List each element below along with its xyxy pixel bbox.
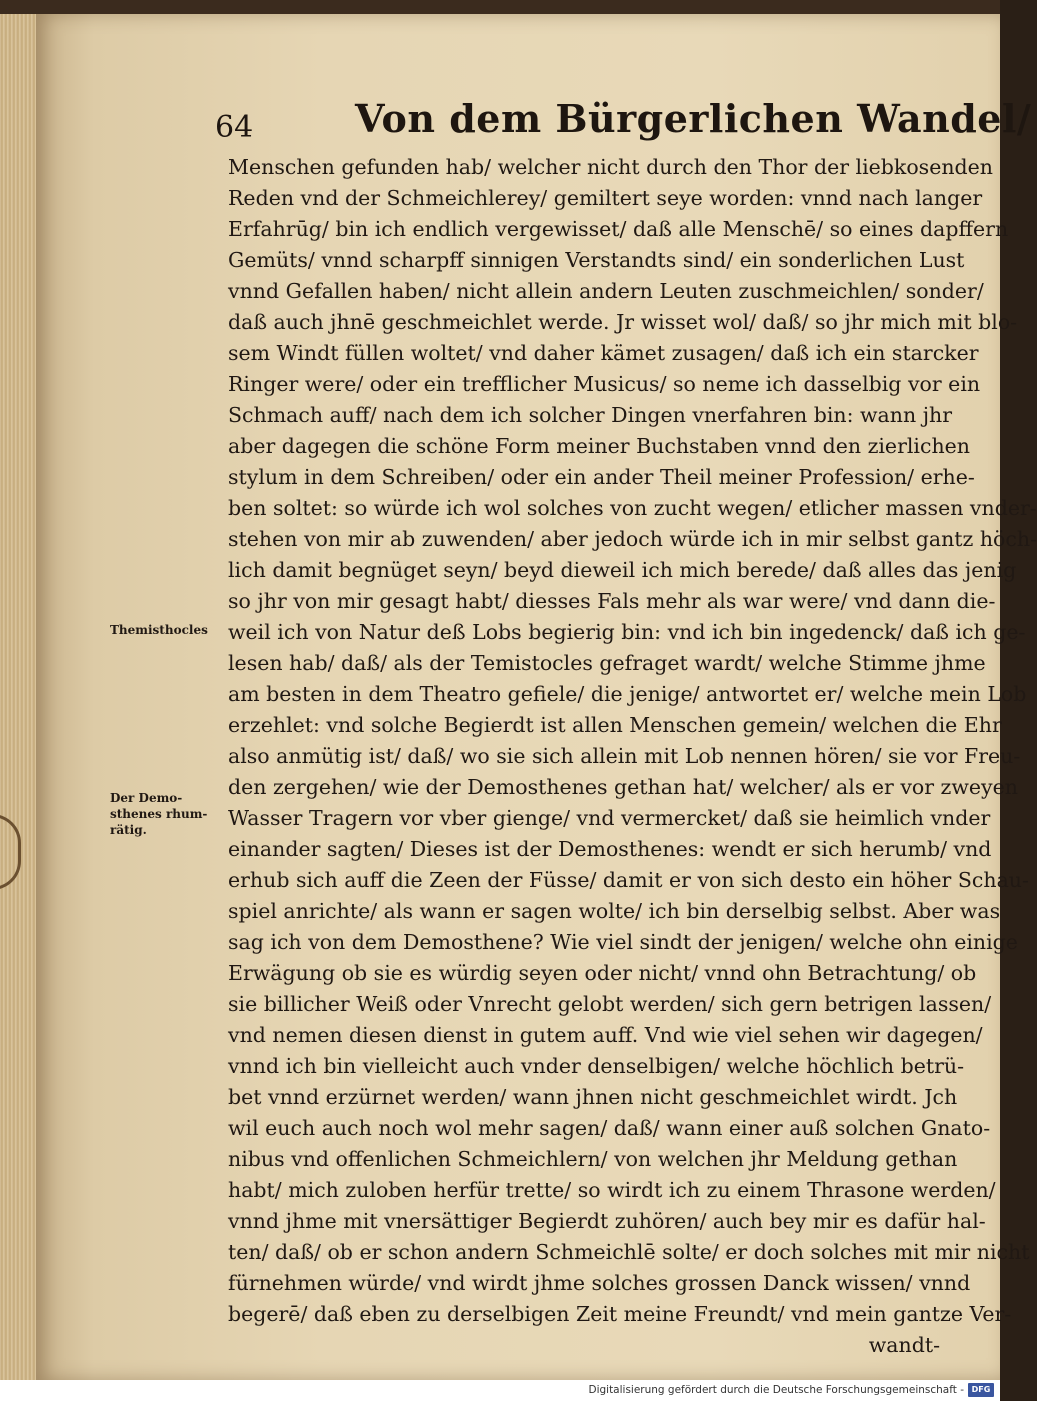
- footer-bar: [0, 1380, 1000, 1401]
- text-line: so jhr von mir gesagt habt/ diesses Fals mehr als war were/ vnd dann die-: [228, 589, 996, 613]
- text-line: bet vnnd erzürnet werden/ wann jhnen nicht geschmeichlet wirdt. Jch: [228, 1085, 958, 1109]
- text-line: wil euch auch noch wol mehr sagen/ daß/ wann einer auß solchen Gnato-: [228, 1116, 991, 1140]
- text-line: sie billicher Weiß oder Vnrecht gelobt werden/ sich gern betrigen lassen/: [228, 992, 992, 1016]
- text-line: sem Windt füllen woltet/ vnd daher kämet zusagen/ daß ich ein starcker: [228, 341, 979, 365]
- text-line: weil ich von Natur deß Lobs begierig bin: vnd ich bin ingedenck/ daß ich ge-: [228, 620, 1026, 644]
- text-line: einander sagten/ Dieses ist der Demosthenes: wendt er sich herumb/ vnd: [228, 837, 992, 861]
- funding-notice: Digitalisierung gefördert durch die Deutsche Forschungsgemeinschaft -: [588, 1384, 964, 1396]
- running-title: Von dem Bürgerlichen Wandel/: [355, 96, 1032, 141]
- text-line: sag ich von dem Demosthene? Wie viel sindt der jenigen/ welche ohn einige: [228, 930, 1018, 954]
- text-line: habt/ mich zuloben herfür trette/ so wirdt ich zu einem Thrasone werden/: [228, 1178, 996, 1202]
- text-line: ten/ daß/ ob er schon andern Schmeichlē solte/ er doch solches mit mir nicht: [228, 1240, 1030, 1264]
- text-line: vnnd ich bin vielleicht auch vnder denselbigen/ welche höchlich betrü-: [228, 1054, 965, 1078]
- text-line: lesen hab/ daß/ als der Temistocles gefraget wardt/ welche Stimme jhme: [228, 651, 986, 675]
- text-line: Ringer were/ oder ein trefflicher Musicus/ so neme ich dasselbig vor ein: [228, 372, 981, 396]
- text-line: am besten in dem Theatro gefiele/ die jenige/ antwortet er/ welche mein Lob: [228, 682, 1027, 706]
- text-line: lich damit begnüget seyn/ beyd dieweil ich mich berede/ daß alles das jenig: [228, 558, 1017, 582]
- text-line: den zergehen/ wie der Demosthenes gethan hat/ welcher/ als er vor zweyen: [228, 775, 1018, 799]
- text-line: stylum in dem Schreiben/ oder ein ander Theil meiner Profession/ erhe-: [228, 465, 975, 489]
- text-line: Menschen gefunden hab/ welcher nicht durch den Thor der liebkosenden: [228, 155, 993, 179]
- text-line: begerē/ daß eben zu derselbigen Zeit meine Freundt/ vnd mein gantze Ver-: [228, 1302, 1012, 1326]
- text-line: Gemüts/ vnnd scharpff sinnigen Verstandts sind/ ein sonderlichen Lust: [228, 248, 965, 272]
- margin-note-demosthenes: [110, 790, 228, 838]
- text-line: ben soltet: so würde ich wol solches von zucht wegen/ etlicher massen vnder-: [228, 496, 1037, 520]
- text-line: Erfahrūg/ bin ich endlich vergewisset/ daß alle Menschē/ so eines dapffern: [228, 217, 1009, 241]
- text-line: fürnehmen würde/ vnd wirdt jhme solches grossen Danck wissen/ vnnd: [228, 1271, 971, 1295]
- body-text: [228, 152, 1037, 1361]
- margin-note-themistocles: [110, 622, 228, 638]
- margin-note-line: Der Demo-: [110, 791, 183, 805]
- margin-note-line: rätig.: [110, 823, 147, 837]
- text-line: Reden vnd der Schmeichlerey/ gemiltert seye worden: vnnd nach langer: [228, 186, 983, 210]
- page-header: [215, 96, 1032, 146]
- text-line: Schmach auff/ nach dem ich solcher Dingen vnerfahren bin: wann jhr: [228, 403, 953, 427]
- text-line: nibus vnd offenlichen Schmeichlern/ von welchen jhr Meldung gethan: [228, 1147, 958, 1171]
- text-line: erhub sich auff die Zeen der Füsse/ damit er von sich desto ein höher Schau-: [228, 868, 1029, 892]
- text-line: Wasser Tragern vor vber gienge/ vnd vermercket/ daß sie heimlich vnder: [228, 806, 991, 830]
- text-line: aber dagegen die schöne Form meiner Buchstaben vnnd den zierlichen: [228, 434, 970, 458]
- text-line: vnnd Gefallen haben/ nicht allein andern Leuten zuschmeichlen/ sonder/: [228, 279, 984, 303]
- text-line: stehen von mir ab zuwenden/ aber jedoch würde ich in mir selbst gantz höch-: [228, 527, 1037, 551]
- margin-note-line: sthenes rhum-: [110, 807, 208, 821]
- text-line: wandt-: [868, 1333, 940, 1357]
- text-line: also anmütig ist/ daß/ wo sie sich allein mit Lob nennen hören/ sie vor Freu-: [228, 744, 1021, 768]
- text-line: vnnd jhme mit vnersättiger Begierdt zuhören/ auch bey mir es dafür hal-: [228, 1209, 986, 1233]
- text-line: vnd nemen diesen dienst in gutem auff. Vnd wie viel sehen wir dagegen/: [228, 1023, 983, 1047]
- dfg-logo: DFG: [968, 1383, 994, 1397]
- text-line: daß auch jhnē geschmeichlet werde. Jr wisset wol/ daß/ so jhr mich mit blo-: [228, 310, 1018, 334]
- page-number: 64: [215, 110, 254, 145]
- text-line: Erwägung ob sie es würdig seyen oder nicht/ vnnd ohn Betrachtung/ ob: [228, 961, 977, 985]
- text-line: erzehlet: vnd solche Begierdt ist allen Menschen gemein/ welchen die Ehr: [228, 713, 1002, 737]
- text-line: spiel anrichte/ als wann er sagen wolte/ ich bin derselbig selbst. Aber was: [228, 899, 1001, 923]
- margin-note-line: Themisthocles: [110, 623, 208, 637]
